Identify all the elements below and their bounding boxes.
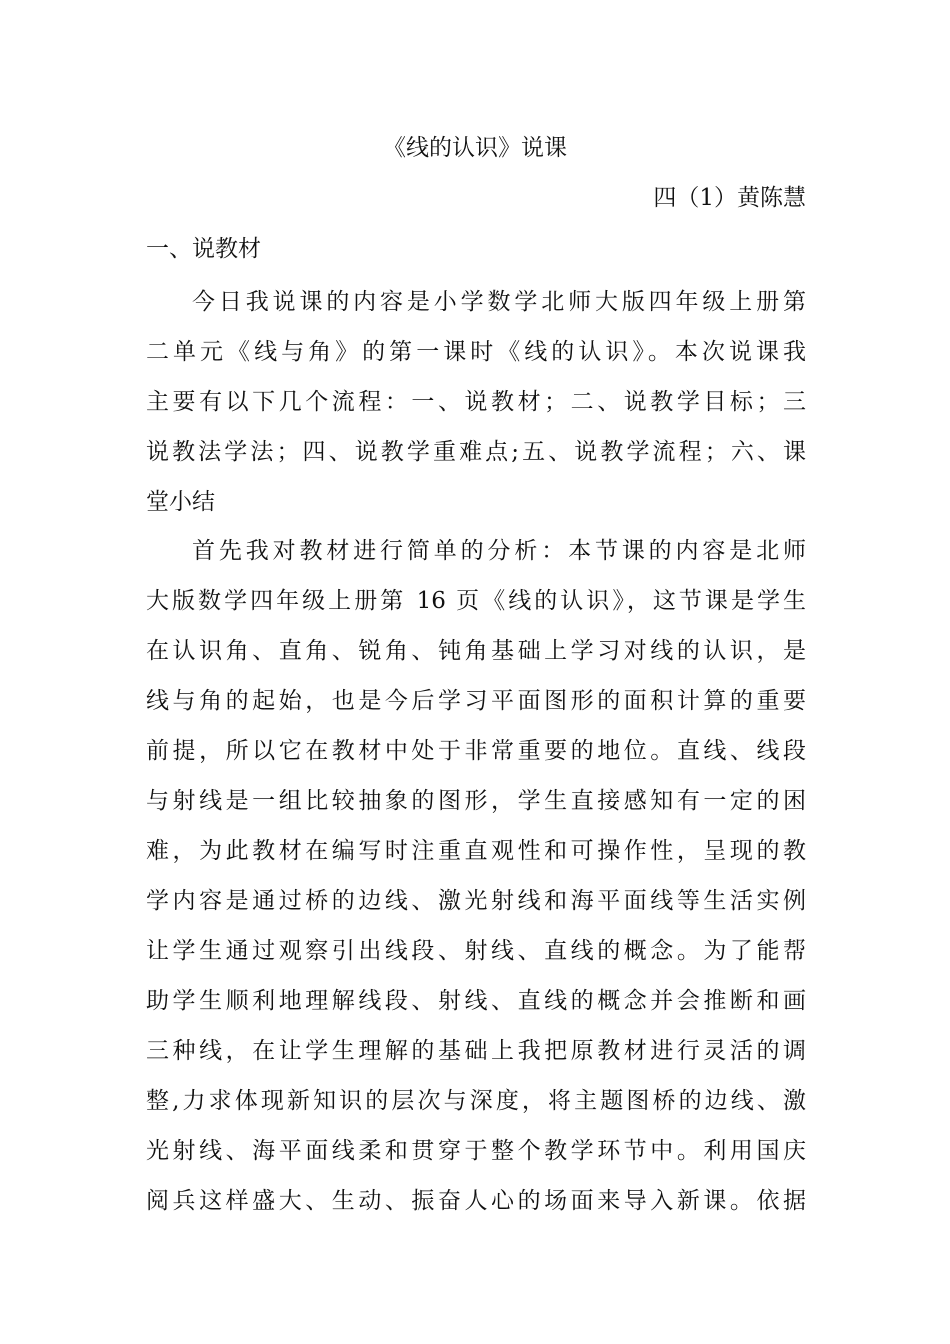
document-title: 《线的认识》说课 [383,135,567,161]
paragraph-2 [146,526,806,1226]
paragraph-line: 难，为此教材在编写时注重直观性和可操作性，呈现的教 [146,838,806,864]
paragraph-line: 与射线是一组比较抽象的图形，学生直接感知有一定的困 [146,788,806,814]
paragraph-line: 前提，所以它在教材中处于非常重要的地位。直线、线段 [146,738,806,764]
paragraph-line: 说教法学法；四、说教学重难点;五、说教学流程；六、课 [146,439,806,465]
paragraph-line: 堂小结 [146,489,215,515]
paragraph-line: 今日我说课的内容是小学数学北师大版四年级上册第 [192,289,806,315]
paragraph-line: 让学生通过观察引出线段、射线、直线的概念。为了能帮 [146,938,806,964]
paragraph-line: 助学生顺利地理解线段、射线、直线的概念并会推断和画 [146,988,806,1014]
paragraph-line: 大版数学四年级上册第 16 页《线的认识》，这节课是学生 [146,588,806,614]
paragraph-line: 线与角的起始，也是今后学习平面图形的面积计算的重要 [146,688,806,714]
paragraph-line: 整,力求体现新知识的层次与深度，将主题图桥的边线、激 [146,1088,806,1114]
author-line: 四（1）黄陈慧 [653,185,806,211]
paragraph-line: 三种线，在让学生理解的基础上我把原教材进行灵活的调 [146,1038,806,1064]
paragraph-line: 光射线、海平面线柔和贯穿于整个教学环节中。利用国庆 [146,1138,806,1164]
section-heading: 一、说教材 [146,236,261,262]
paragraph-line: 二单元《线与角》的第一课时《线的认识》。本次说课我 [146,339,806,365]
paragraph-line: 学内容是通过桥的边线、激光射线和海平面线等生活实例 [146,888,806,914]
paragraph-line: 首先我对教材进行简单的分析：本节课的内容是北师 [192,538,806,564]
paragraph-line: 主要有以下几个流程：一、说教材；二、说教学目标；三 [146,389,806,415]
paragraph-line: 在认识角、直角、锐角、钝角基础上学习对线的认识，是 [146,638,806,664]
paragraph-1 [146,277,806,527]
paragraph-line: 阅兵这样盛大、生动、振奋人心的场面来导入新课。依据 [146,1188,806,1214]
